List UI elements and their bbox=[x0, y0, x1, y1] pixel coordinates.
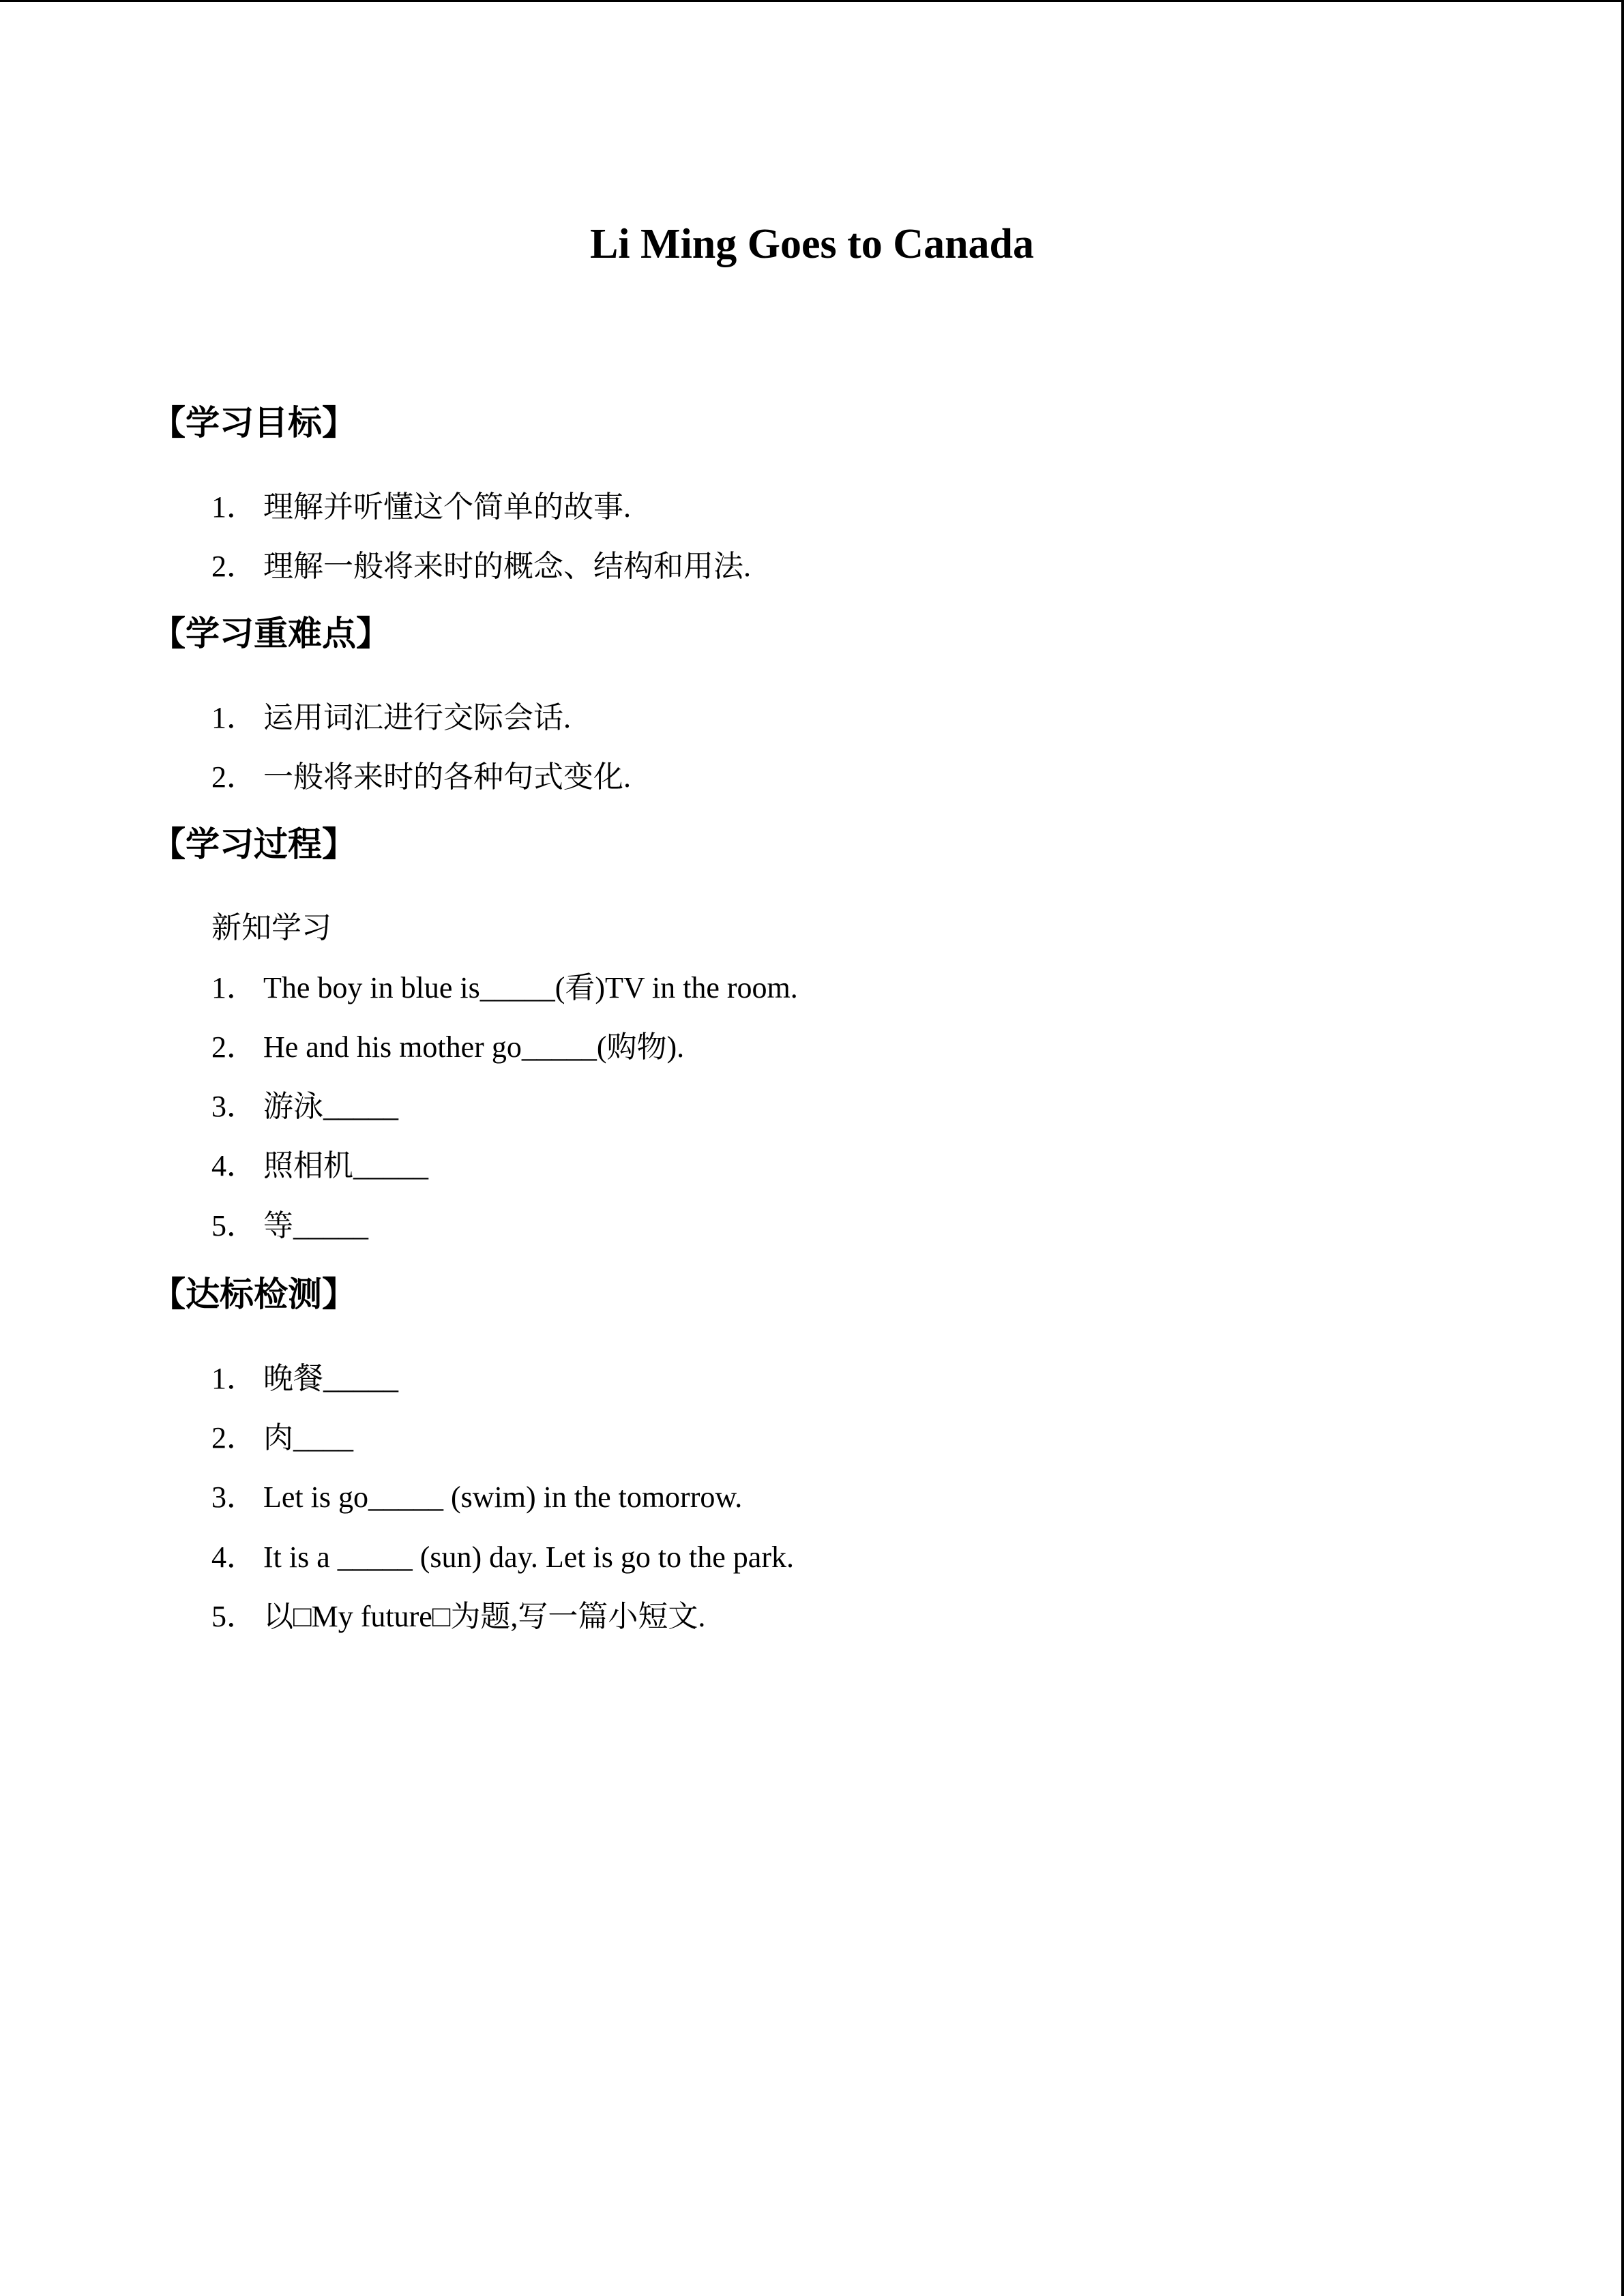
section-heading-key-points: 【学习重难点】 bbox=[151, 614, 390, 653]
list-item-number: 3． bbox=[211, 1480, 256, 1514]
list-item bbox=[211, 487, 631, 528]
list-item-text: He and his mother go_____(购物). bbox=[263, 1030, 685, 1064]
list-item-text: 照相机_____ bbox=[263, 1149, 428, 1182]
section-heading-assessment: 【达标检测】 bbox=[151, 1274, 356, 1314]
list-item bbox=[211, 1477, 742, 1518]
list-item bbox=[211, 1027, 684, 1068]
list-item-number: 2． bbox=[211, 1421, 256, 1455]
list-item bbox=[211, 1358, 398, 1399]
subheading-new-knowledge: 新知学习 bbox=[211, 911, 331, 944]
list-item-text: 游泳_____ bbox=[263, 1090, 398, 1123]
list-item bbox=[211, 968, 798, 1009]
list-item-text: 理解一般将来时的概念、结构和用法. bbox=[263, 550, 751, 583]
list-item bbox=[211, 1596, 705, 1637]
list-item bbox=[211, 698, 571, 739]
list-item-text: The boy in blue is_____(看)TV in the room. bbox=[263, 971, 798, 1004]
section-heading-learning-goals: 【学习目标】 bbox=[151, 403, 356, 443]
list-item-number: 1． bbox=[211, 490, 256, 524]
list-item-number: 5． bbox=[211, 1209, 256, 1242]
list-item-number: 2． bbox=[211, 760, 256, 794]
list-item bbox=[211, 1537, 794, 1578]
list-item-number: 1． bbox=[211, 701, 256, 734]
list-item-text: 理解并听懂这个简单的故事. bbox=[263, 490, 631, 524]
list-item-text: 晚餐_____ bbox=[263, 1362, 398, 1395]
list-item-text: 一般将来时的各种句式变化. bbox=[263, 760, 631, 794]
list-item bbox=[211, 1418, 353, 1459]
list-item-number: 1． bbox=[211, 1362, 256, 1395]
list-item bbox=[211, 757, 631, 798]
list-item-number: 1． bbox=[211, 971, 256, 1004]
list-item-text: 等_____ bbox=[263, 1209, 368, 1242]
list-item-number: 2． bbox=[211, 1030, 256, 1064]
section-heading-learning-process: 【学习过程】 bbox=[151, 824, 356, 864]
list-item-number: 4． bbox=[211, 1149, 256, 1182]
list-item-number: 2． bbox=[211, 550, 256, 583]
list-item bbox=[211, 1146, 428, 1187]
list-item bbox=[211, 546, 751, 587]
list-item-number: 5． bbox=[211, 1600, 256, 1633]
list-item-number: 4． bbox=[211, 1540, 256, 1574]
list-item-text: It is a _____ (sun) day. Let is go to the park. bbox=[263, 1540, 794, 1574]
list-item bbox=[211, 1206, 368, 1247]
list-item-text: 以□My future□为题,写一篇小短文. bbox=[263, 1600, 706, 1633]
document-title: Li Ming Goes to Canada bbox=[589, 221, 1035, 267]
page-right-border bbox=[1621, 0, 1624, 2296]
list-item-text: Let is go_____ (swim) in the tomorrow. bbox=[263, 1480, 743, 1514]
list-item-text: 肉____ bbox=[263, 1421, 353, 1455]
list-item-text: 运用词汇进行交际会话. bbox=[263, 701, 571, 734]
list-item bbox=[211, 1086, 398, 1127]
page-top-border bbox=[0, 0, 1624, 2]
list-item-number: 3． bbox=[211, 1090, 256, 1123]
